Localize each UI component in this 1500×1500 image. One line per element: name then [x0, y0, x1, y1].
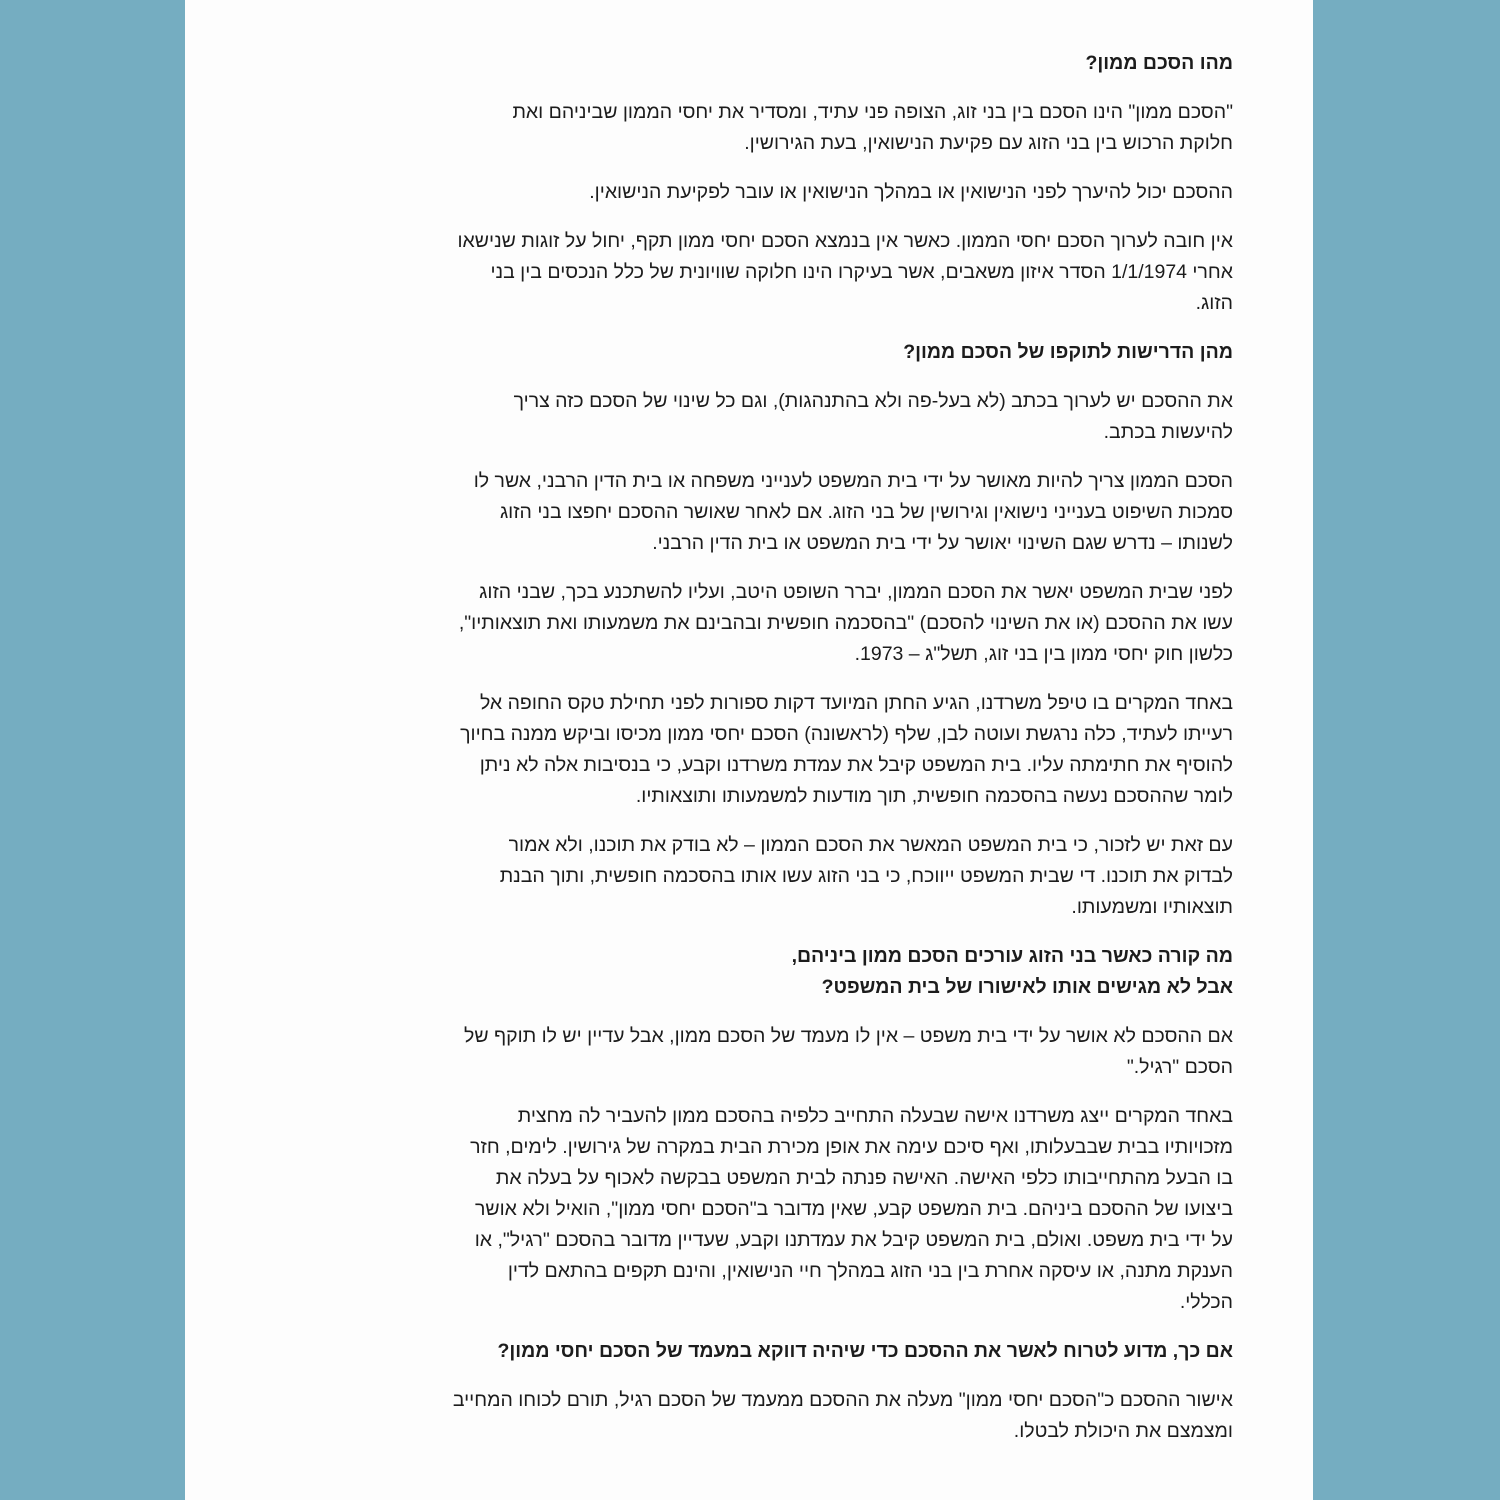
paragraph-line: להוסיף את חתימתה עליו. בית המשפט קיבל את עמדת משרדנו וקבע, כי בנסיבות אלה לא ניתן	[479, 754, 1233, 776]
heading-not-submitted	[313, 941, 1233, 1003]
para-no-obligation	[313, 226, 1233, 319]
paragraph-line: תוצאותיו ומשמעותו.	[1071, 896, 1233, 918]
paragraph-line: סמכות השיפוט בענייני נישואין וגירושין של בני הזוג. אם לאחר שאושר ההסכם יחפצו בני הזוג	[499, 501, 1233, 523]
paragraph-line: לשנותו – נדרש שגם השינוי יאושר על ידי בית המשפט או בית הדין הרבני.	[652, 532, 1233, 554]
paragraph-line: הכללי.	[1179, 1291, 1233, 1313]
paragraph-line: אין חובה לערוך הסכם יחסי הממון. כאשר אין בנמצא הסכם יחסי ממון תקף, יחול על זוגות שנישאו	[457, 230, 1233, 252]
paragraph-line: באחד המקרים ייצג משרדנו אישה שבעלה התחייב כלפיה בהסכם ממון להעביר לה מחצית	[517, 1105, 1233, 1127]
paragraph-line: הענקת מתנה, או עיסקה אחרת בין בני הזוג במהלך חיי הנישואין, והינם תקפים בהתאם לדין	[507, 1260, 1233, 1282]
paragraph-line: הסכם הממון צריך להיות מאושר על ידי בית המשפט לענייני משפחה או בית הדין הרבני, אשר לו	[473, 470, 1233, 492]
paragraph-line: עשו את ההסכם (או את השינוי להסכם) "בהסכמה חופשית ובהבינם את משמעותו ואת תוצאותיו",	[458, 612, 1233, 634]
paragraph-line: חלוקת הרכוש בין בני הזוג עם פקיעת הנישואין, בעת הגירושין.	[744, 132, 1233, 154]
heading-line: מהן הדרישות לתוקפו של הסכם ממון?	[903, 341, 1233, 363]
para-case-house	[313, 1101, 1233, 1318]
para-judge-verifies	[313, 577, 1233, 670]
paragraph-line: עם זאת יש לזכור, כי בית המשפט המאשר את הסכם הממון – לא בודק את תוכנו, ולא אמור	[508, 834, 1233, 856]
paragraph-line: ומצמצם את היכולת לבטלו.	[1013, 1420, 1233, 1442]
para-approval-benefit	[313, 1385, 1233, 1447]
heading-what-is-agreement	[313, 48, 1233, 79]
heading-line: מה קורה כאשר בני הזוג עורכים הסכם ממון ביניהם,	[791, 945, 1233, 967]
heading-line: אם כך, מדוע לטרוח לאשר את ההסכם כדי שיהיה דווקא במעמד של הסכם יחסי ממון?	[497, 1340, 1233, 1362]
document-body	[313, 48, 1233, 1465]
document-page	[185, 0, 1313, 1500]
para-court-approval	[313, 466, 1233, 559]
paragraph-line: כלשון חוק יחסי ממון בין בני זוג, תשל"ג – 1973.	[854, 643, 1233, 665]
para-content-not-checked	[313, 830, 1233, 923]
para-regular-agreement	[313, 1021, 1233, 1083]
paragraph-line: ההסכם יכול להיערך לפני הנישואין או במהלך הנישואין או עובר לפקיעת הנישואין.	[589, 181, 1233, 203]
paragraph-line: בו הבעל מהתחייבותו כלפי האישה. האישה פנתה לבית המשפט בבקשה לאכוף על בעלה את	[495, 1167, 1233, 1189]
paragraph-line: "הסכם ממון" הינו הסכם בין בני זוג, הצופה פני עתיד, ומסדיר את יחסי הממון שביניהם ואת	[512, 101, 1233, 123]
para-definition	[313, 97, 1233, 159]
para-in-writing	[313, 386, 1233, 448]
paragraph-line: הזוג.	[1195, 292, 1233, 314]
paragraph-line: רעייתו לעתיד, כלה נרגשת ועוטה לבן, שלף (לראשונה) הסכם יחסי ממון מכיסו וביקש ממנה בחיוך	[460, 723, 1233, 745]
paragraph-line: מזכויותיו בבית שבבעלותו, ואף סיכם עימה את אופן מכירת הבית במקרה של גירושין. לימים, חזר	[470, 1136, 1233, 1158]
para-timing	[313, 177, 1233, 208]
paragraph-line: אם ההסכם לא אושר על ידי בית משפט – אין לו מעמד של הסכם ממון, אבל עדיין יש לו תוקף של	[464, 1025, 1233, 1047]
heading-line: מהו הסכם ממון?	[1085, 52, 1233, 74]
paragraph-line: את ההסכם יש לערוך בכתב (לא בעל-פה ולא בהתנהגות), וגם כל שינוי של הסכם כזה צריך	[513, 390, 1233, 412]
paragraph-line: באחד המקרים בו טיפל משרדנו, הגיע החתן המיועד דקות ספורות לפני תחילת טקס החופה אל	[479, 692, 1233, 714]
paragraph-line: אישור ההסכם כ"הסכם יחסי ממון" מעלה את ההסכם ממעמד של הסכם רגיל, תורם לכוחו המחייב	[452, 1389, 1233, 1411]
para-case-groom	[313, 688, 1233, 812]
heading-validity-requirements	[313, 337, 1233, 368]
paragraph-line: על ידי בית משפט. ואולם, בית המשפט קיבל את עמדתנו וקבע, שעדיין מדובר בהסכם "רגיל", או	[474, 1229, 1233, 1251]
paragraph-line: לבדוק את תוכנו. די שבית המשפט ייווכח, כי בני הזוג עשו אותו בהסכמה חופשית, ותוך הבנת	[499, 865, 1233, 887]
paragraph-line: ביצועו של ההסכם ביניהם. בית המשפט קבע, שאין מדובר ב"הסכם יחסי ממון", הואיל ולא אושר	[474, 1198, 1233, 1220]
heading-why-approve	[313, 1336, 1233, 1367]
paragraph-line: לומר שההסכם נעשה בהסכמה חופשית, תוך מודעות למשמעותו ותוצאותיו.	[635, 785, 1233, 807]
paragraph-line: הסכם "רגיל."	[1126, 1056, 1233, 1078]
paragraph-line: לפני שבית המשפט יאשר את הסכם הממון, יברר השופט היטב, ועליו להשתכנע בכך, שבני הזוג	[479, 581, 1233, 603]
heading-line: אבל לא מגישים אותו לאישורו של בית המשפט?	[821, 976, 1233, 998]
paragraph-line: אחרי 1/1/1974 הסדר איזון משאבים, אשר בעיקרו הינו חלוקה שוויונית של כלל הנכסים בין בני	[490, 261, 1233, 283]
paragraph-line: להיעשות בכתב.	[1103, 421, 1233, 443]
